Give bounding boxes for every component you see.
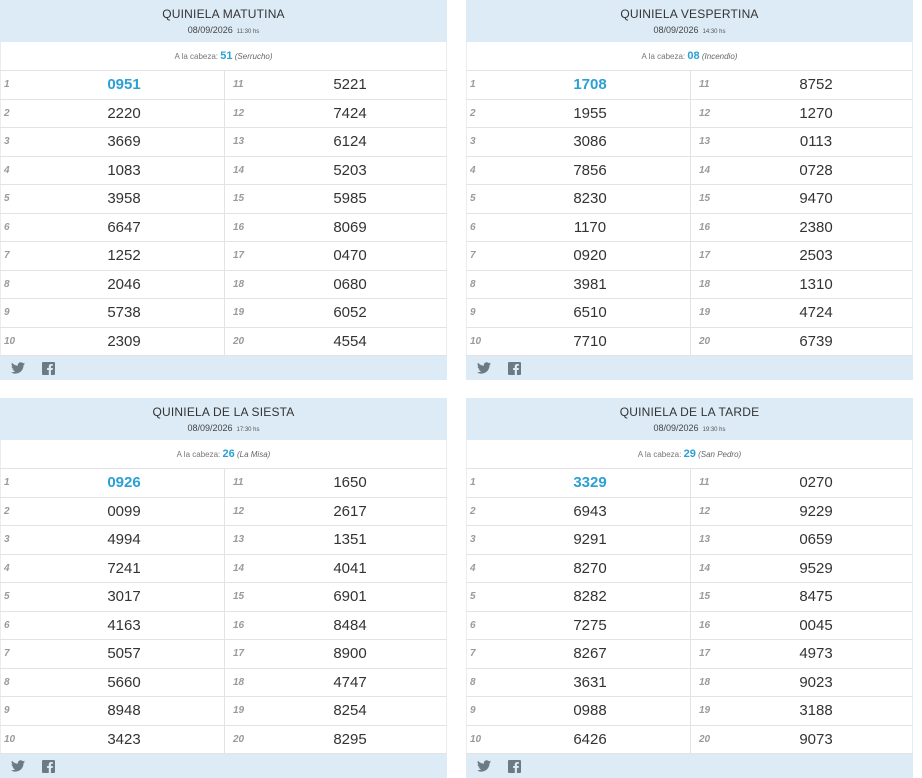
position-number: 14 xyxy=(691,554,720,583)
drawn-number: 4724 xyxy=(719,299,913,328)
drawn-number: 2380 xyxy=(719,213,913,242)
panel-header xyxy=(0,398,447,440)
table-row xyxy=(466,583,913,612)
position-number: 8 xyxy=(0,270,24,299)
table-row xyxy=(0,611,447,640)
drawn-number: 3017 xyxy=(24,583,225,612)
position-number: 16 xyxy=(225,213,254,242)
position-number: 19 xyxy=(225,299,254,328)
drawn-number: 5985 xyxy=(253,185,447,214)
results-table xyxy=(0,469,447,754)
first-prize-number: 3329 xyxy=(490,469,691,497)
position-number: 8 xyxy=(466,668,490,697)
cabeza-name: (La Misa) xyxy=(236,450,271,459)
draw-date: 08/09/2026 xyxy=(187,25,233,35)
drawn-number: 9073 xyxy=(719,725,913,754)
drawn-number: 6052 xyxy=(253,299,447,328)
position-number: 2 xyxy=(0,99,24,128)
position-number: 6 xyxy=(466,213,490,242)
position-number: 12 xyxy=(225,497,254,526)
drawn-number: 8270 xyxy=(490,554,691,583)
table-row xyxy=(466,526,913,555)
drawn-number: 2309 xyxy=(24,327,225,356)
drawn-number: 0659 xyxy=(719,526,913,555)
drawn-number: 8900 xyxy=(253,640,447,669)
drawn-number: 7710 xyxy=(490,327,691,356)
drawn-number: 5738 xyxy=(24,299,225,328)
position-number: 16 xyxy=(691,611,720,640)
position-number: 8 xyxy=(466,270,490,299)
drawn-number: 4973 xyxy=(719,640,913,669)
table-row xyxy=(466,242,913,271)
drawn-number: 3981 xyxy=(490,270,691,299)
a-la-cabeza xyxy=(466,42,913,71)
position-number: 2 xyxy=(466,99,490,128)
draw-datetime xyxy=(466,25,913,35)
facebook-icon[interactable] xyxy=(40,360,56,376)
drawn-number: 7424 xyxy=(253,99,447,128)
table-row xyxy=(0,526,447,555)
table-row xyxy=(466,213,913,242)
table-row xyxy=(0,640,447,669)
drawn-number: 0988 xyxy=(490,697,691,726)
panel-title: QUINIELA MATUTINA xyxy=(162,7,285,21)
first-prize-number: 1708 xyxy=(490,71,691,99)
position-number: 11 xyxy=(691,71,720,99)
drawn-number: 9291 xyxy=(490,526,691,555)
position-number: 6 xyxy=(0,213,24,242)
draw-datetime xyxy=(0,25,447,35)
draw-time: 19:30 hs xyxy=(702,427,726,433)
table-row xyxy=(0,299,447,328)
panel-footer xyxy=(466,356,913,380)
position-number: 3 xyxy=(0,526,24,555)
twitter-icon[interactable] xyxy=(10,758,26,774)
drawn-number: 5203 xyxy=(253,156,447,185)
draw-date: 08/09/2026 xyxy=(653,423,699,433)
position-number: 14 xyxy=(225,554,254,583)
draw-date: 08/09/2026 xyxy=(653,25,699,35)
table-row xyxy=(0,128,447,157)
drawn-number: 8267 xyxy=(490,640,691,669)
table-row xyxy=(466,99,913,128)
facebook-icon[interactable] xyxy=(40,758,56,774)
drawn-number: 9023 xyxy=(719,668,913,697)
table-row xyxy=(0,156,447,185)
drawn-number: 4163 xyxy=(24,611,225,640)
drawn-number: 2220 xyxy=(24,99,225,128)
cabeza-label: A la cabeza: xyxy=(174,52,219,61)
position-number: 19 xyxy=(691,299,720,328)
drawn-number: 7856 xyxy=(490,156,691,185)
position-number: 4 xyxy=(466,554,490,583)
quiniela-panel xyxy=(466,0,913,380)
position-number: 19 xyxy=(691,697,720,726)
drawn-number: 0045 xyxy=(719,611,913,640)
facebook-icon[interactable] xyxy=(506,360,522,376)
position-number: 15 xyxy=(225,583,254,612)
position-number: 13 xyxy=(691,526,720,555)
table-row xyxy=(466,185,913,214)
drawn-number: 0270 xyxy=(719,469,913,497)
drawn-number: 8475 xyxy=(719,583,913,612)
table-row xyxy=(0,185,447,214)
position-number: 5 xyxy=(466,185,490,214)
a-la-cabeza xyxy=(466,440,913,469)
position-number: 7 xyxy=(0,640,24,669)
position-number: 10 xyxy=(466,327,490,356)
drawn-number: 0680 xyxy=(253,270,447,299)
drawn-number: 7275 xyxy=(490,611,691,640)
table-row xyxy=(0,270,447,299)
panel-header xyxy=(0,0,447,42)
quiniela-panel xyxy=(0,0,447,380)
position-number: 10 xyxy=(0,327,24,356)
table-row xyxy=(0,99,447,128)
quiniela-panel xyxy=(0,398,447,778)
drawn-number: 0728 xyxy=(719,156,913,185)
drawn-number: 0920 xyxy=(490,242,691,271)
drawn-number: 9529 xyxy=(719,554,913,583)
table-row xyxy=(0,71,447,99)
results-table xyxy=(466,469,913,754)
drawn-number: 0470 xyxy=(253,242,447,271)
position-number: 17 xyxy=(691,640,720,669)
position-number: 3 xyxy=(466,128,490,157)
drawn-number: 5660 xyxy=(24,668,225,697)
position-number: 14 xyxy=(225,156,254,185)
draw-date: 08/09/2026 xyxy=(187,423,233,433)
drawn-number: 2617 xyxy=(253,497,447,526)
position-number: 12 xyxy=(691,497,720,526)
results-table xyxy=(466,71,913,356)
position-number: 1 xyxy=(0,469,24,497)
drawn-number: 8069 xyxy=(253,213,447,242)
position-number: 18 xyxy=(691,270,720,299)
table-row xyxy=(0,469,447,497)
cabeza-number: 29 xyxy=(683,448,696,460)
position-number: 9 xyxy=(0,299,24,328)
drawn-number: 6739 xyxy=(719,327,913,356)
position-number: 14 xyxy=(691,156,720,185)
cabeza-label: A la cabeza: xyxy=(641,52,686,61)
drawn-number: 6510 xyxy=(490,299,691,328)
position-number: 12 xyxy=(691,99,720,128)
position-number: 10 xyxy=(0,725,24,754)
panel-footer xyxy=(0,356,447,380)
drawn-number: 1083 xyxy=(24,156,225,185)
panel-title: QUINIELA VESPERTINA xyxy=(620,7,759,21)
position-number: 7 xyxy=(0,242,24,271)
table-row xyxy=(466,469,913,497)
position-number: 4 xyxy=(466,156,490,185)
position-number: 17 xyxy=(225,640,254,669)
table-row xyxy=(466,668,913,697)
table-row xyxy=(466,71,913,99)
drawn-number: 4554 xyxy=(253,327,447,356)
position-number: 17 xyxy=(225,242,254,271)
twitter-icon[interactable] xyxy=(10,360,26,376)
table-row xyxy=(466,497,913,526)
drawn-number: 8254 xyxy=(253,697,447,726)
table-row xyxy=(0,583,447,612)
table-row xyxy=(466,554,913,583)
position-number: 13 xyxy=(225,526,254,555)
cabeza-name: (San Pedro) xyxy=(698,450,742,459)
table-row xyxy=(466,640,913,669)
quiniela-panel xyxy=(466,398,913,778)
drawn-number: 6124 xyxy=(253,128,447,157)
position-number: 15 xyxy=(691,583,720,612)
position-number: 1 xyxy=(466,71,490,99)
position-number: 20 xyxy=(225,327,254,356)
table-row xyxy=(0,497,447,526)
table-row xyxy=(466,697,913,726)
table-row xyxy=(0,242,447,271)
cabeza-label: A la cabeza: xyxy=(176,450,221,459)
drawn-number: 2046 xyxy=(24,270,225,299)
drawn-number: 1252 xyxy=(24,242,225,271)
drawn-number: 4041 xyxy=(253,554,447,583)
panel-footer xyxy=(466,754,913,778)
panel-header xyxy=(466,0,913,42)
table-row xyxy=(466,128,913,157)
first-prize-number: 0951 xyxy=(24,71,225,99)
drawn-number: 1170 xyxy=(490,213,691,242)
position-number: 11 xyxy=(225,469,254,497)
position-number: 12 xyxy=(225,99,254,128)
drawn-number: 3188 xyxy=(719,697,913,726)
table-row xyxy=(0,697,447,726)
position-number: 13 xyxy=(225,128,254,157)
drawn-number: 6901 xyxy=(253,583,447,612)
cabeza-name: (Incendio) xyxy=(701,52,738,61)
position-number: 2 xyxy=(466,497,490,526)
drawn-number: 5221 xyxy=(253,71,447,99)
position-number: 13 xyxy=(691,128,720,157)
table-row xyxy=(466,611,913,640)
position-number: 17 xyxy=(691,242,720,271)
position-number: 4 xyxy=(0,554,24,583)
draw-datetime xyxy=(466,423,913,433)
position-number: 15 xyxy=(691,185,720,214)
position-number: 3 xyxy=(466,526,490,555)
position-number: 9 xyxy=(0,697,24,726)
drawn-number: 6426 xyxy=(490,725,691,754)
twitter-icon[interactable] xyxy=(476,758,492,774)
drawn-number: 8484 xyxy=(253,611,447,640)
drawn-number: 8752 xyxy=(719,71,913,99)
position-number: 8 xyxy=(0,668,24,697)
drawn-number: 9229 xyxy=(719,497,913,526)
table-row xyxy=(466,299,913,328)
position-number: 1 xyxy=(0,71,24,99)
position-number: 7 xyxy=(466,640,490,669)
table-row xyxy=(0,213,447,242)
position-number: 18 xyxy=(225,668,254,697)
drawn-number: 4994 xyxy=(24,526,225,555)
twitter-icon[interactable] xyxy=(476,360,492,376)
panel-header xyxy=(466,398,913,440)
table-row xyxy=(466,725,913,754)
results-table xyxy=(0,71,447,356)
draw-time: 11:30 hs xyxy=(236,29,260,35)
position-number: 6 xyxy=(466,611,490,640)
drawn-number: 8295 xyxy=(253,725,447,754)
panel-title: QUINIELA DE LA TARDE xyxy=(619,405,760,419)
facebook-icon[interactable] xyxy=(506,758,522,774)
position-number: 18 xyxy=(225,270,254,299)
drawn-number: 2503 xyxy=(719,242,913,271)
table-row xyxy=(466,270,913,299)
drawn-number: 6943 xyxy=(490,497,691,526)
panel-title: QUINIELA DE LA SIESTA xyxy=(152,405,295,419)
drawn-number: 0099 xyxy=(24,497,225,526)
draw-time: 17:30 hs xyxy=(236,427,260,433)
drawn-number: 6647 xyxy=(24,213,225,242)
position-number: 20 xyxy=(691,725,720,754)
position-number: 2 xyxy=(0,497,24,526)
position-number: 1 xyxy=(466,469,490,497)
position-number: 3 xyxy=(0,128,24,157)
table-row xyxy=(0,327,447,356)
position-number: 5 xyxy=(0,583,24,612)
first-prize-number: 0926 xyxy=(24,469,225,497)
drawn-number: 1351 xyxy=(253,526,447,555)
position-number: 20 xyxy=(225,725,254,754)
drawn-number: 4747 xyxy=(253,668,447,697)
position-number: 7 xyxy=(466,242,490,271)
position-number: 15 xyxy=(225,185,254,214)
position-number: 9 xyxy=(466,697,490,726)
drawn-number: 1650 xyxy=(253,469,447,497)
table-row xyxy=(0,668,447,697)
position-number: 11 xyxy=(691,469,720,497)
position-number: 5 xyxy=(466,583,490,612)
a-la-cabeza xyxy=(0,42,447,71)
drawn-number: 5057 xyxy=(24,640,225,669)
drawn-number: 1310 xyxy=(719,270,913,299)
draw-datetime xyxy=(0,423,447,433)
drawn-number: 8948 xyxy=(24,697,225,726)
position-number: 19 xyxy=(225,697,254,726)
table-row xyxy=(0,725,447,754)
drawn-number: 1270 xyxy=(719,99,913,128)
a-la-cabeza xyxy=(0,440,447,469)
drawn-number: 9470 xyxy=(719,185,913,214)
position-number: 5 xyxy=(0,185,24,214)
table-row xyxy=(466,327,913,356)
position-number: 16 xyxy=(225,611,254,640)
drawn-number: 1955 xyxy=(490,99,691,128)
cabeza-number: 51 xyxy=(220,50,233,62)
drawn-number: 3631 xyxy=(490,668,691,697)
cabeza-label: A la cabeza: xyxy=(637,450,682,459)
drawn-number: 3086 xyxy=(490,128,691,157)
table-row xyxy=(466,156,913,185)
drawn-number: 0113 xyxy=(719,128,913,157)
position-number: 6 xyxy=(0,611,24,640)
cabeza-name: (Serrucho) xyxy=(234,52,273,61)
drawn-number: 3958 xyxy=(24,185,225,214)
position-number: 18 xyxy=(691,668,720,697)
drawn-number: 3669 xyxy=(24,128,225,157)
drawn-number: 7241 xyxy=(24,554,225,583)
cabeza-number: 26 xyxy=(222,448,235,460)
position-number: 16 xyxy=(691,213,720,242)
drawn-number: 8230 xyxy=(490,185,691,214)
position-number: 11 xyxy=(225,71,254,99)
table-row xyxy=(0,554,447,583)
position-number: 4 xyxy=(0,156,24,185)
cabeza-number: 08 xyxy=(687,50,700,62)
position-number: 20 xyxy=(691,327,720,356)
drawn-number: 8282 xyxy=(490,583,691,612)
draw-time: 14:30 hs xyxy=(702,29,726,35)
position-number: 10 xyxy=(466,725,490,754)
position-number: 9 xyxy=(466,299,490,328)
drawn-number: 3423 xyxy=(24,725,225,754)
panel-footer xyxy=(0,754,447,778)
